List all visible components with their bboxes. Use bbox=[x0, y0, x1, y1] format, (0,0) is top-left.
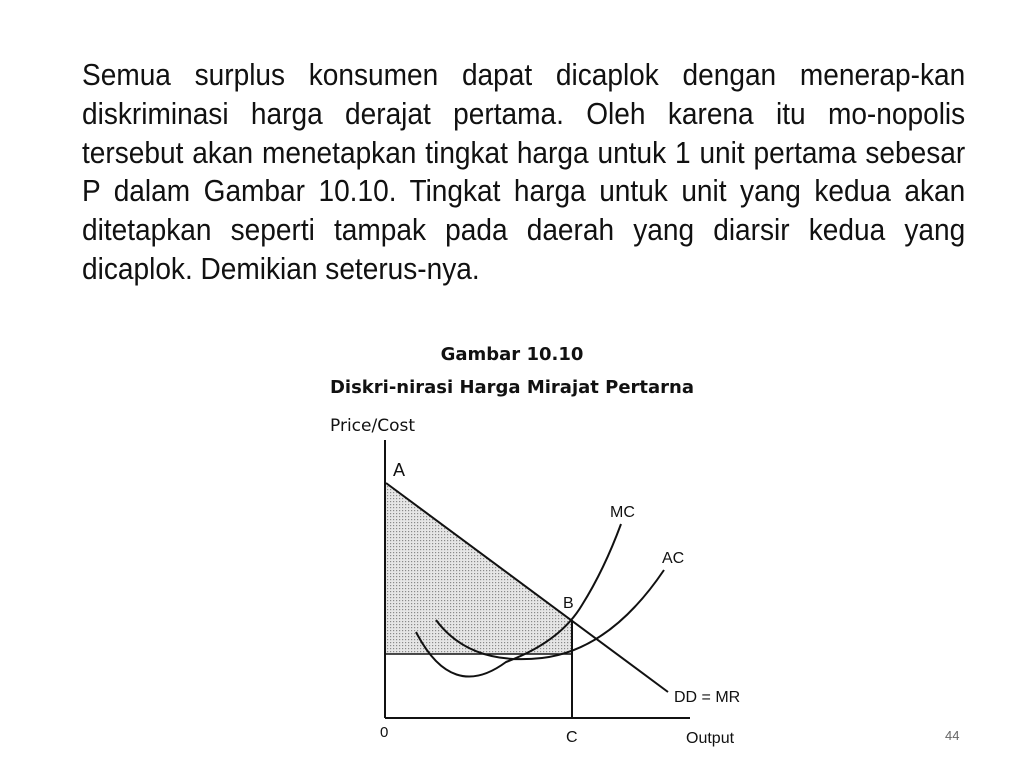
body-paragraph: Semua surplus konsumen dapat dicaplok dengan menerap-kan diskriminasi harga derajat pertama. Oleh karena itu mo-nopolis tersebut akan menetapkan tingkat harga untuk 1 unit pertama sebesar P dalam Gambar 10.10. Tingkat harga untuk unit yang kedua akan ditetapkan seperti tampak pada daerah yang diarsir kedua yang dicaplok. Demikian seterus-nya. bbox=[82, 58, 966, 286]
shaded-surplus-area bbox=[386, 483, 572, 654]
ac-label: AC bbox=[662, 550, 685, 567]
point-c-label: C bbox=[566, 729, 578, 746]
point-a-label: A bbox=[393, 460, 406, 480]
page-number: 44 bbox=[945, 728, 960, 743]
demand-label: DD = MR bbox=[674, 689, 741, 706]
point-b-label: B bbox=[563, 595, 574, 612]
origin-label: 0 bbox=[380, 724, 389, 741]
y-axis-label: Price/Cost bbox=[330, 416, 415, 436]
x-axis-label: Output bbox=[686, 730, 735, 747]
figure-number: Gambar 10.10 bbox=[440, 344, 584, 365]
figure-title: Diskri-nirasi Harga Mirajat Pertarna bbox=[329, 377, 695, 398]
mc-label: MC bbox=[610, 504, 635, 521]
